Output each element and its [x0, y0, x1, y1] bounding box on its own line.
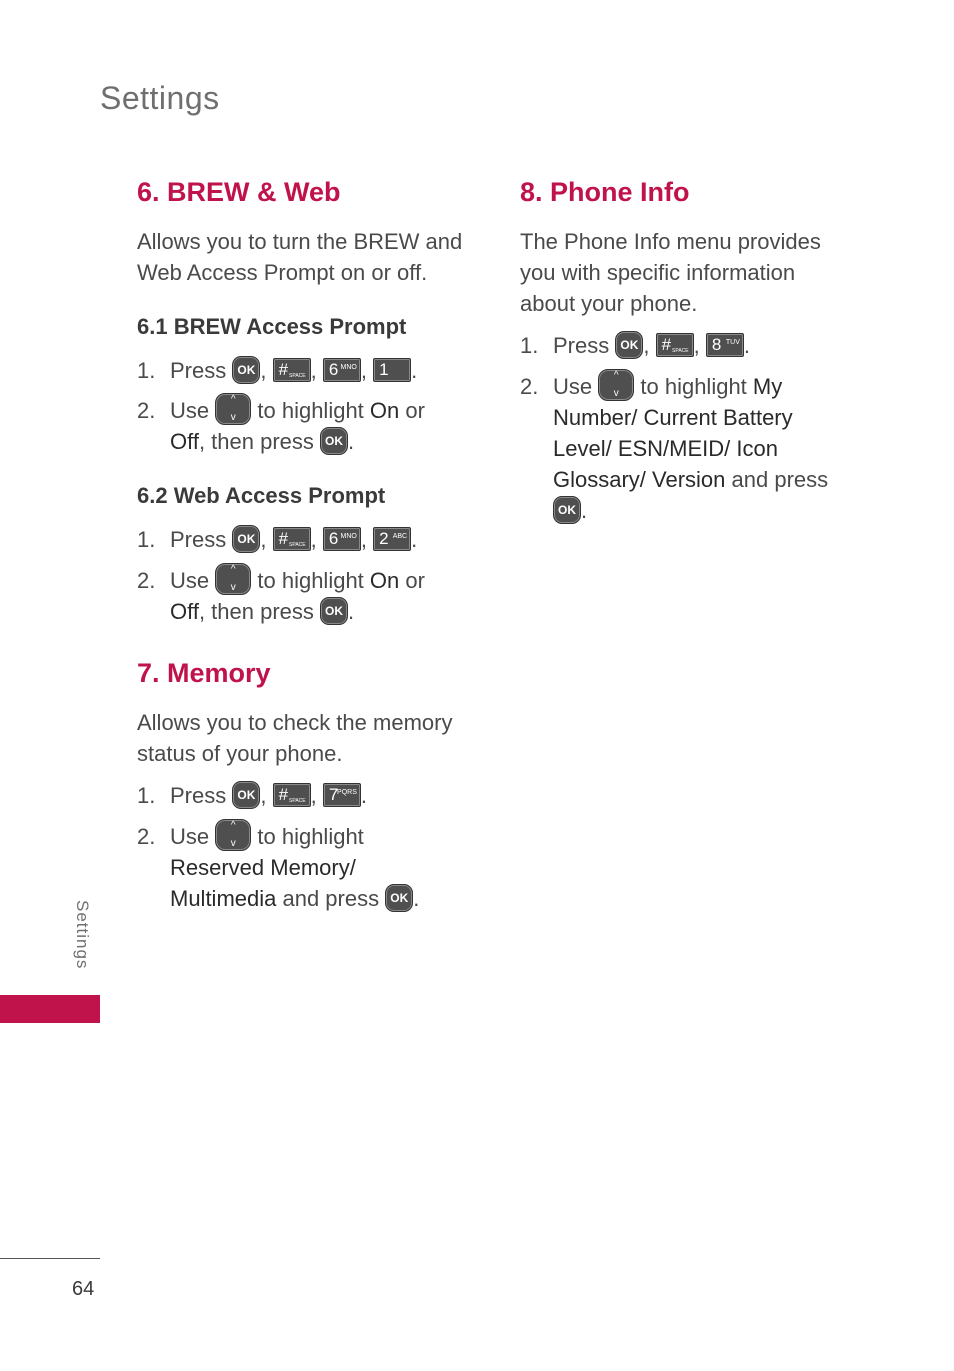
- hash-space-key-icon: # SPACE: [273, 783, 311, 807]
- section-heading-memory: 7. Memory: [137, 658, 271, 688]
- nav-key-icon: ^ v: [598, 369, 634, 401]
- one-voicemail-key-icon: 1: [373, 358, 411, 382]
- six-mno-key-icon: 6 MNO: [323, 358, 361, 382]
- page-title: Settings: [100, 80, 220, 116]
- seven-pqrs-key-icon: 7 PQRS: [323, 783, 361, 807]
- list-item: 1. Press OK , # SPACE , 6 MNO , 1 .: [137, 358, 418, 383]
- side-tab-bar: [0, 995, 100, 1023]
- list-item: 2. Use ^ v to highlight On or Off, then press OK .: [137, 564, 425, 624]
- ok-key-icon: OK: [385, 884, 413, 912]
- two-abc-key-icon: 2 ABC: [373, 527, 411, 551]
- memory-intro: Allows you to check the memory status of your phone.: [137, 710, 453, 766]
- ok-key-icon: OK: [232, 781, 260, 809]
- section-heading-brew-web: 6. BREW & Web: [137, 177, 341, 207]
- phone-info-intro: The Phone Info menu provides you with specific information about your phone.: [520, 229, 821, 316]
- page-number: 64: [72, 1278, 95, 1300]
- list-item: 1. Press OK , # SPACE , 7 PQRS .: [137, 783, 367, 808]
- subheading-web-access-prompt: 6.2 Web Access Prompt: [137, 483, 386, 508]
- side-tab-label: Settings: [73, 900, 92, 970]
- subheading-brew-access-prompt: 6.1 BREW Access Prompt: [137, 314, 407, 339]
- nav-key-icon: ^ v: [215, 819, 251, 851]
- ok-key-icon: OK: [615, 331, 643, 359]
- ok-key-icon: OK: [232, 525, 260, 553]
- list-item: 1. Press OK , # SPACE , 6 MNO , 2 ABC .: [137, 527, 418, 552]
- nav-key-icon: ^ v: [215, 563, 251, 595]
- list-item: 2. Use ^ v to highlight My Number/ Current Battery Level/ ESN/MEID/ Icon Glossary/ Version and press OK .: [520, 370, 829, 523]
- ok-key-icon: OK: [320, 427, 348, 455]
- brew-intro: Allows you to turn the BREW and Web Access Prompt on or off.: [137, 229, 463, 285]
- list-item: 2. Use ^ v to highlight On or Off, then press OK .: [137, 394, 425, 454]
- hash-space-key-icon: # SPACE: [273, 527, 311, 551]
- six-mno-key-icon: 6 MNO: [323, 527, 361, 551]
- ok-key-icon: OK: [232, 356, 260, 384]
- nav-key-icon: ^ v: [215, 393, 251, 425]
- footer-rule: [0, 1258, 100, 1259]
- list-item: 2. Use ^ v to highlight Reserved Memory/ Multimedia and press OK .: [137, 820, 420, 911]
- hash-space-key-icon: # SPACE: [656, 333, 694, 357]
- hash-space-key-icon: # SPACE: [273, 358, 311, 382]
- ok-key-icon: OK: [553, 496, 581, 524]
- section-heading-phone-info: 8. Phone Info: [520, 177, 690, 207]
- eight-tuv-key-icon: 8 TUV: [706, 333, 744, 357]
- ok-key-icon: OK: [320, 597, 348, 625]
- list-item: 1. Press OK , # SPACE , 8 TUV .: [520, 333, 750, 358]
